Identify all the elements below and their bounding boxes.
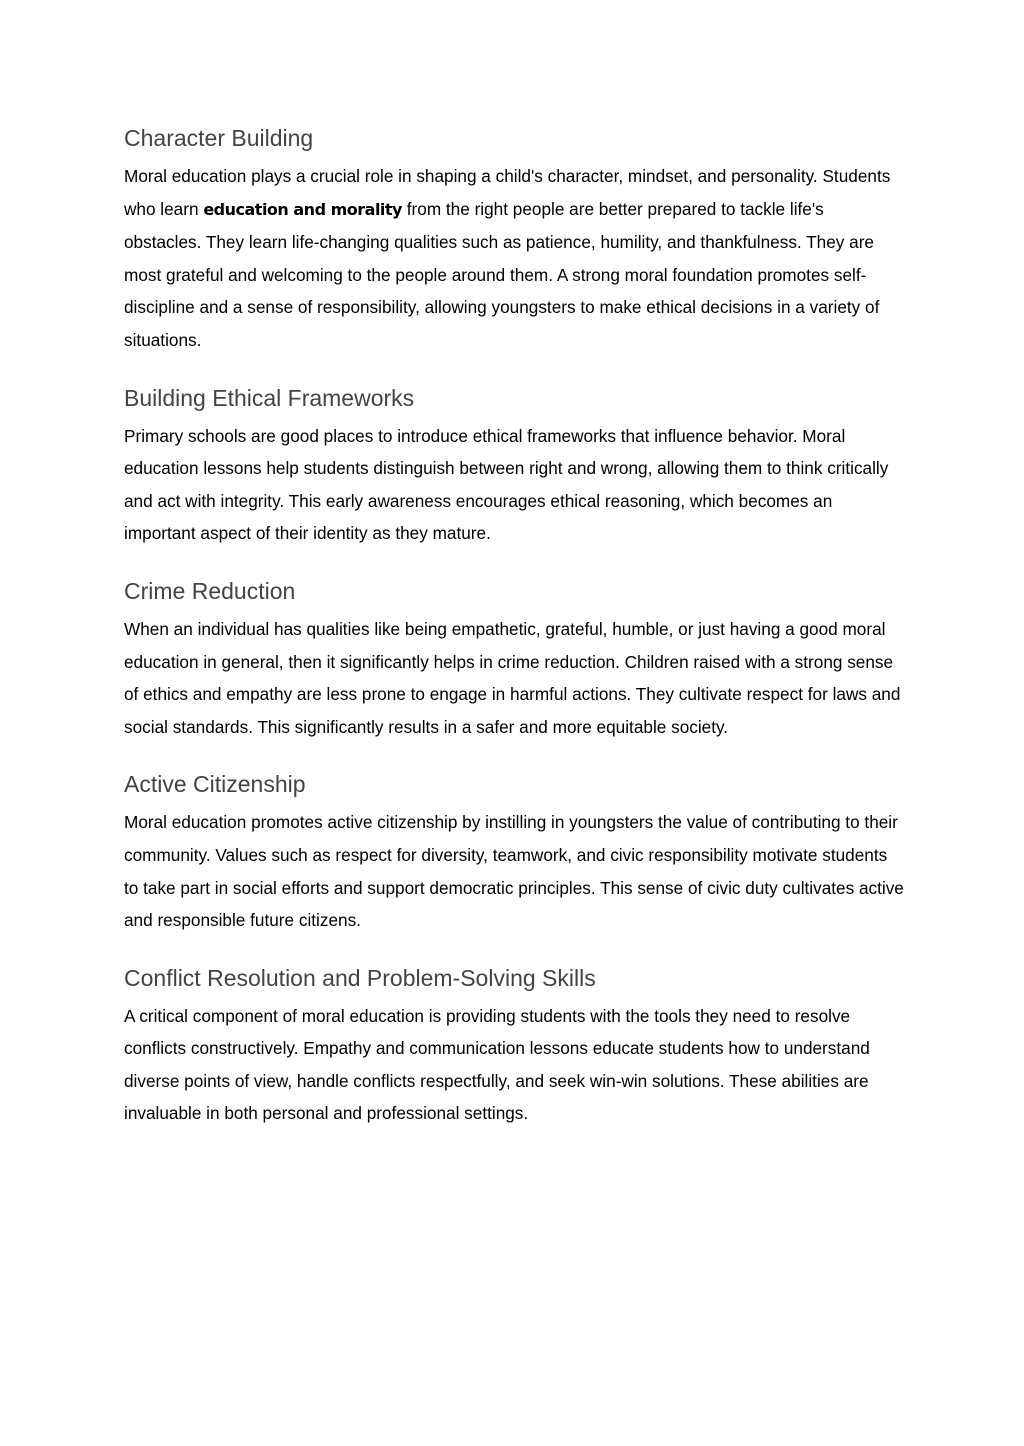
section-conflict-resolution: [124, 958, 904, 1130]
section-crime-reduction: [124, 571, 904, 743]
section-heading: Building Ethical Frameworks: [124, 384, 415, 411]
section-heading: Conflict Resolution and Problem-Solving Skills: [124, 964, 596, 991]
section-heading: Crime Reduction: [124, 577, 296, 604]
section-active-citizenship: [124, 764, 904, 936]
section-paragraph: Moral education promotes active citizenship by instilling in youngsters the value of contributing to their community. Values such as respect for diversity, teamwork, and civic responsibility motivate students to take part in social efforts and support democratic principles. This sense of civic duty cultivates active and responsible future citizens.: [124, 812, 904, 931]
paragraph-text: Moral education plays a crucial role in shaping a child's character, mindset, and personality. Students who learn: [124, 166, 891, 219]
section-character-building: [124, 118, 904, 357]
paragraph-text: from the right people are better prepared to tackle life's obstacles. They learn life-changing qualities such as patience, humility, and thankfulness. They are most grateful and welcoming to the people around them. A strong moral foundation promotes self-discipline and a sense of responsibility, allowing youngsters to make ethical decisions in a variety of situations.: [124, 198, 880, 350]
section-paragraph: When an individual has qualities like being empathetic, grateful, humble, or just having a good moral education in general, then it significantly helps in crime reduction. Children raised with a strong sense of ethics and empathy are less prone to engage in harmful actions. They cultivate respect for laws and social standards. This significantly results in a safer and more equitable society.: [124, 618, 901, 737]
document-page: [124, 118, 904, 1151]
section-building-ethical-frameworks: [124, 378, 904, 550]
section-paragraph: A critical component of moral education is providing students with the tools they need to resolve conflicts constructively. Empathy and communication lessons educate students how to understand diverse points of view, handle conflicts respectfully, and seek win-win solutions. These abilities are invaluable in both personal and professional settings.: [124, 1005, 870, 1124]
section-heading: Character Building: [124, 125, 314, 151]
section-heading: Active Citizenship: [124, 771, 306, 798]
section-paragraph: Primary schools are good places to introduce ethical frameworks that influence behavior. Moral education lessons help students distinguish between right and wrong, allowing them to think critically and act with integrity. This early awareness encourages ethical reasoning, which becomes an important aspect of their identity as they mature.: [124, 425, 889, 544]
bold-keyword: education and morality: [203, 199, 402, 219]
section-paragraph: [124, 160, 904, 357]
